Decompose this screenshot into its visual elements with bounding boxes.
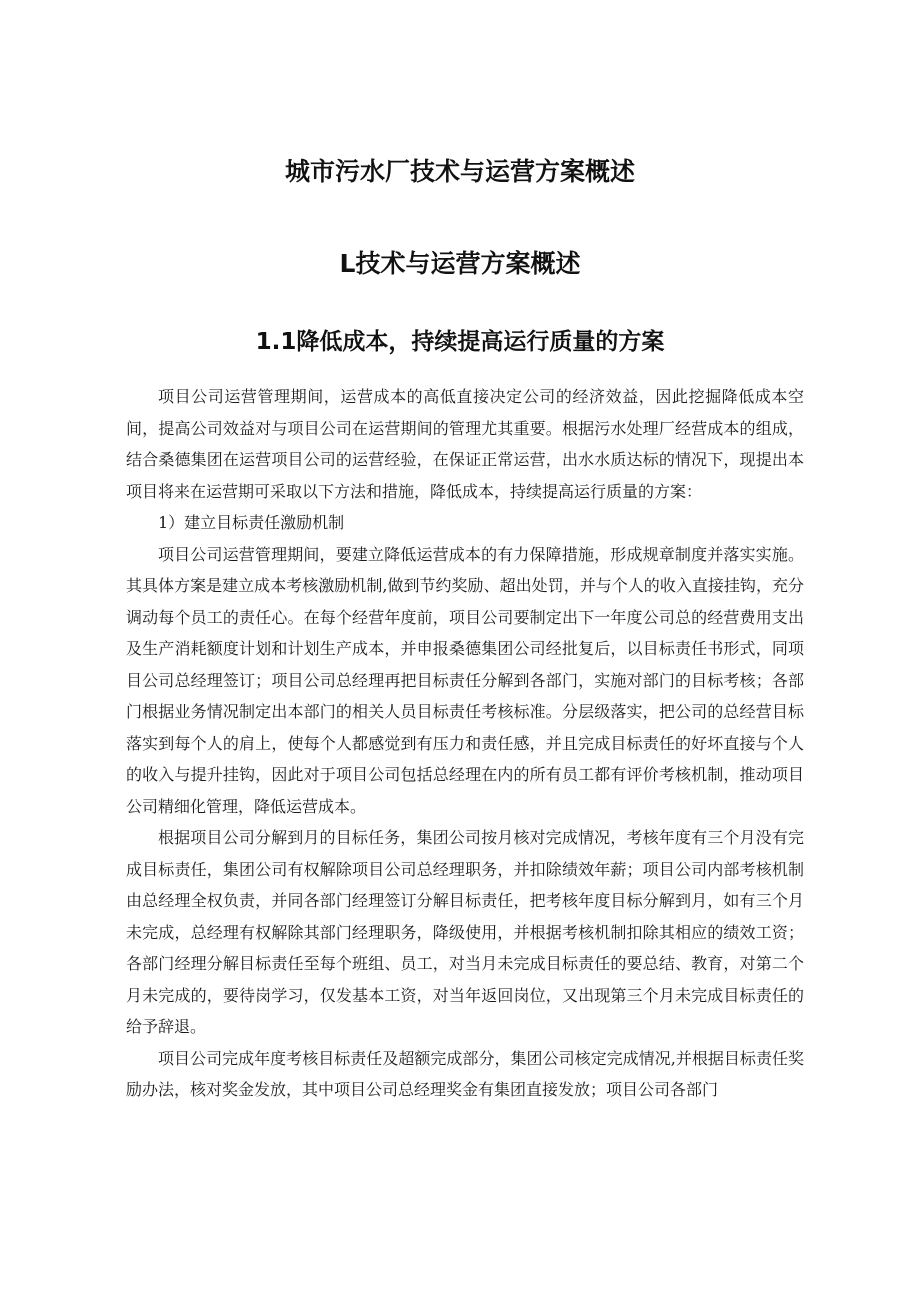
list-item-heading: 1）建立目标责任激励机制 (158, 513, 345, 532)
body-text (126, 381, 804, 1106)
paragraph-intro: 项目公司运营管理期间，运营成本的高低直接决定公司的经济效益，因此挖掘降低成本空间，提高公司效益对与项目公司在运营期间的管理尤其重要。根据污水处理厂经营成本的组成，结合桑德集团在运营项目公司的运营经验，在保证正常运营，出水水质达标的情况下，现提出本项目将来在运营期可采取以下方法和措施，降低成本，持续提高运行质量的方案： (126, 387, 804, 501)
paragraph-incentive-mechanism: 项目公司运营管理期间，要建立降低运营成本的有力保障措施，形成规章制度并落实实施。其具体方案是建立成本考核激励机制,做到节约奖励、超出处罚，并与个人的收入直接挂钩，充分调动每个员工的责任心。在每个经营年度前，项目公司要制定出下一年度公司总的经营费用支出及生产消耗额度计划和计划生产成本，并申报桑德集团公司经批复后，以目标责任书形式，同项目公司总经理签订；项目公司总经理再把目标责任分解到各部门，实施对部门的目标考核；各部门根据业务情况制定出本部门的相关人员目标责任考核标准。分层级落实，把公司的总经营目标落实到每个人的肩上，使每个人都感觉到有压力和责任感，并且完成目标责任的好坏直接与个人的收入与提升挂钩，因此对于项目公司包括总经理在内的所有员工都有评价考核机制，推动项目公司精细化管理，降低运营成本。 (126, 544, 804, 816)
document-title: 城市污水厂技术与运营方案概述 (284, 157, 635, 186)
paragraph-bonus: 项目公司完成年度考核目标责任及超额完成部分，集团公司核定完成情况,并根据目标责任奖励办法，核对奖金发放，其中项目公司总经理奖金有集团直接发放；项目公司各部门 (126, 1048, 804, 1099)
section-title: 1.1降低成本，持续提高运行质量的方案 (255, 329, 665, 355)
chapter-title: L技术与运营方案概述 (339, 249, 581, 278)
paragraph-monthly-assessment: 根据项目公司分解到月的目标任务，集团公司按月核对完成情况，考核年度有三个月没有完成目标责任，集团公司有权解除项目公司总经理职务，并扣除绩效年薪；项目公司内部考核机制由总经理全权负责，并同各部门经理签订分解目标责任，把考核年度目标分解到月，如有三个月未完成，总经理有权解除其部门经理职务，降级使用，并根据考核机制扣除其相应的绩效工资；各部门经理分解目标责任至每个班组、员工，对当月未完成目标责任的要总结、教育，对第二个月未完成的，要待岗学习，仅发基本工资，对当年返回岗位，又出现第三个月未完成目标责任的给予辞退。 (126, 828, 804, 1036)
